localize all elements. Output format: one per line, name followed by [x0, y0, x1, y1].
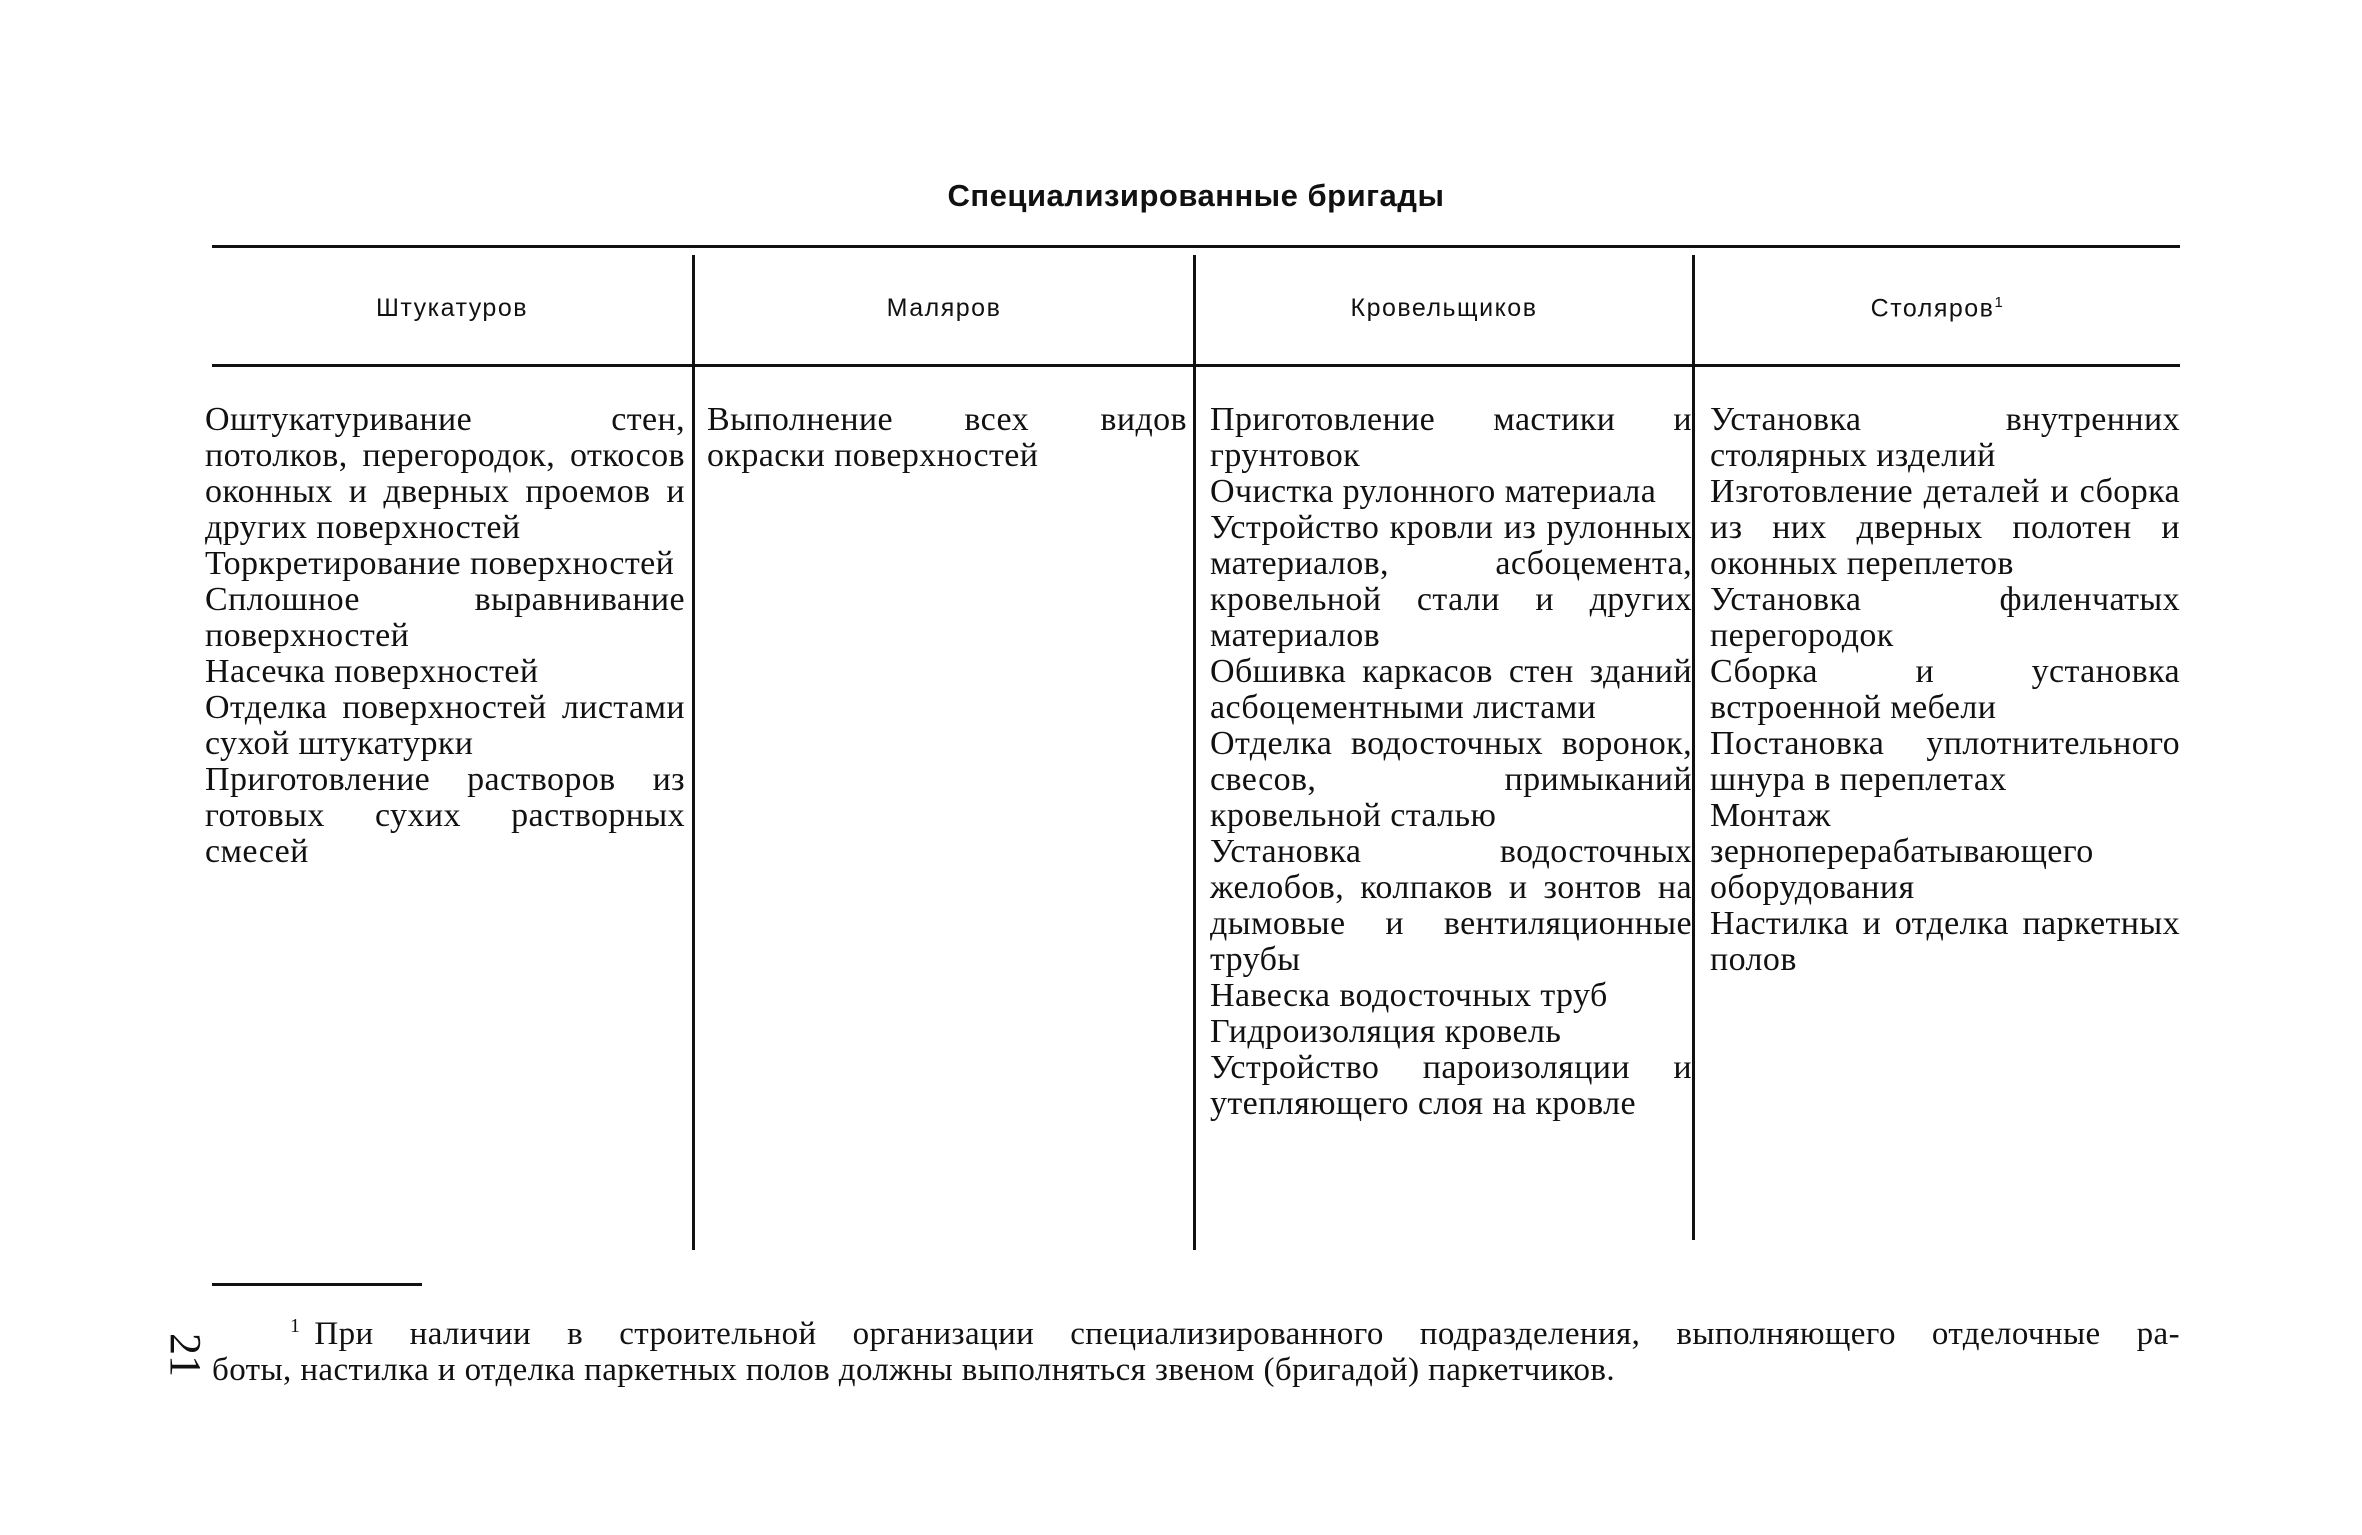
footnote-line-2: боты, настилка и отделка паркетных полов должны выполняться звеном (бригадой) паркетчиков. [212, 1352, 1615, 1388]
footnote-reference: 1 [1994, 294, 2005, 311]
column-header-plasterers: Штукатуров [375, 294, 529, 322]
table-title: Специализированные бригады [947, 178, 1445, 213]
column-header-roofers: Кровельщиков [1350, 294, 1538, 322]
footnote-text-1: При наличии в строительной организации специализированного подразделения, выполняющего отделочные ра- [314, 1316, 2180, 1352]
column-divider-1 [692, 255, 695, 1250]
table-header-rule [212, 364, 2180, 367]
footnote-marker: 1 [290, 1315, 301, 1337]
list-item: Гидроизоляция кровель [1210, 1013, 1562, 1050]
list-item: Отделка водосточных воронок, свесов, примыканий кровельной сталью [1210, 725, 1692, 834]
footnote-separator [212, 1283, 422, 1286]
column-header-painters: Маляров [886, 294, 1002, 322]
list-item: Обшивка каркасов стен зданий асбоцементными листами [1210, 653, 1692, 726]
list-item: Оштукатуривание стен, потолков, перегородок, откосов оконных и дверных проемов и других поверхностей [205, 401, 685, 546]
column-divider-3 [1692, 255, 1695, 1240]
list-item: Приготовление растворов из готовых сухих растворных смесей [205, 761, 685, 870]
list-item: Установка внутренних столярных изделий [1710, 401, 2180, 474]
list-item: Монтаж зерноперерабатывающего оборудования [1710, 797, 2094, 906]
list-item: Установка филенчатых перегородок [1710, 581, 2180, 654]
column-header-carpenters [1695, 294, 2180, 323]
list-item: Насечка поверхностей [205, 653, 539, 690]
list-item: Постановка уплотнительного шнура в переплетах [1710, 725, 2180, 798]
column-header-carpenters-label: Столяров [1870, 294, 1995, 323]
list-item: Выполнение всех видов окраски поверхностей [707, 401, 1187, 474]
list-item: Торкретирование поверхностей [205, 545, 675, 582]
list-item: Сборка и установка встроенной мебели [1710, 653, 2180, 726]
page-number: 21 [161, 1333, 210, 1377]
list-item: Изготовление деталей и сборка из них дверных полотен и оконных переплетов [1710, 473, 2180, 582]
column-cell-roofers [1210, 402, 1692, 1122]
list-item: Сплошное выравнивание поверхностей [205, 581, 685, 654]
list-item: Навеска водосточных труб [1210, 977, 1608, 1014]
list-item: Устройство пароизоляции и утепляющего слоя на кровле [1210, 1049, 1692, 1122]
column-cell-painters [707, 402, 1187, 474]
list-item: Устройство кровли из рулонных материалов, асбоцемента, кровельной стали и других материалов [1210, 509, 1692, 654]
list-item: Настилка и отделка паркетных полов [1710, 905, 2180, 978]
table-top-rule [212, 245, 2180, 248]
footnote-line-1 [212, 1308, 2180, 1352]
footnote [212, 1308, 2180, 1388]
list-item: Отделка поверхностей листами сухой штукатурки [205, 689, 685, 762]
list-item: Очистка рулонного материала [1210, 473, 1657, 510]
list-item: Установка водосточных желобов, колпаков и зонтов на дымовые и вентиляционные трубы [1210, 833, 1692, 978]
list-item: Приготовление мастики и грунтовок [1210, 401, 1692, 474]
column-cell-plasterers [205, 402, 685, 870]
column-cell-carpenters [1710, 402, 2180, 978]
column-divider-2 [1193, 255, 1196, 1250]
